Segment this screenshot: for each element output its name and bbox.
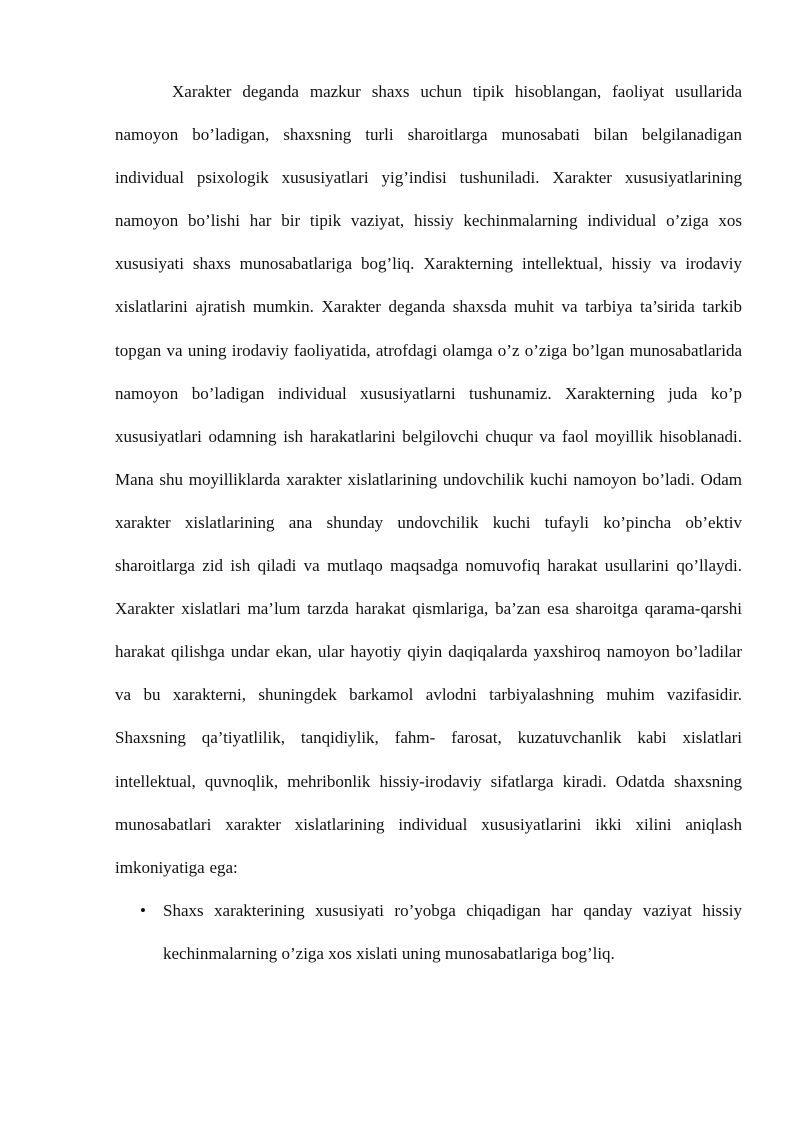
list-item [115, 889, 742, 975]
bullet-icon: • [140, 900, 146, 920]
body-paragraph: Xarakter deganda mazkur shaxs uchun tipik hisoblangan, faoliyat usullarida namoyon bo’ladigan, shaxsning turli sharoitlarga munosabati bilan belgilanadigan individual psixologik xususiyatlari yig’indisi tushuniladi. Xarakter xususiyatlarining namoyon bo’lishi har bir tipik vaziyat, hissiy kechinmalarning individual o’ziga xos xususiyati shaxs munosabatlariga bog’liq. Xarakterning intellektual, hissiy va irodaviy xislatlarini ajratish mumkin. Xarakter deganda shaxsda muhit va tarbiya ta’sirida tarkib topgan va uning irodaviy faoliyatida, atrofdagi olamga o’z o’ziga bo’lgan munosabatlarida namoyon bo’ladigan individual xususiyatlarni tushunamiz. Xarakterning juda ko’p xususiyatlari odamning ish harakatlarini belgilovchi chuqur va faol moyillik hisoblanadi. Mana shu moyilliklarda xarakter xislatlarining undovchilik kuchi namoyon bo’ladi. Odam xarakter xislatlarining ana shunday undovchilik kuchi tufayli ko’pincha ob’ektiv sharoitlarga zid ish qiladi va mutlaqo maqsadga nomuvofiq harakat usullarini qo’llaydi. Xarakter xislatlari ma’lum tarzda harakat qismlariga, ba’zan esa sharoitga qarama-qarshi harakat qilishga undar ekan, ular hayotiy qiyin daqiqalarda yaxshiroq namoyon bo’ladilar va bu xarakterni, shuningdek barkamol avlodni tarbiyalashning muhim vazifasidir. Shaxsning qa’tiyatlilik, tanqidiylik, fahm- farosat, kuzatuvchanlik kabi xislatlari intellektual, quvnoqlik, mehribonlik hissiy-irodaviy sifatlarga kiradi. Odatda shaxsning munosabatlari xarakter xislatlarining individual xususiyatlarini ikki xilini aniqlash imkoniyatiga ega: [115, 82, 742, 877]
bullet-text: Shaxs xarakterining xususiyati ro’yobga chiqadigan har qanday vaziyat hissiy kechinmalarning o’ziga xos xislati uning munosabatlariga bog’liq. [163, 900, 742, 963]
document-body [115, 70, 742, 975]
bullet-list [115, 889, 742, 975]
